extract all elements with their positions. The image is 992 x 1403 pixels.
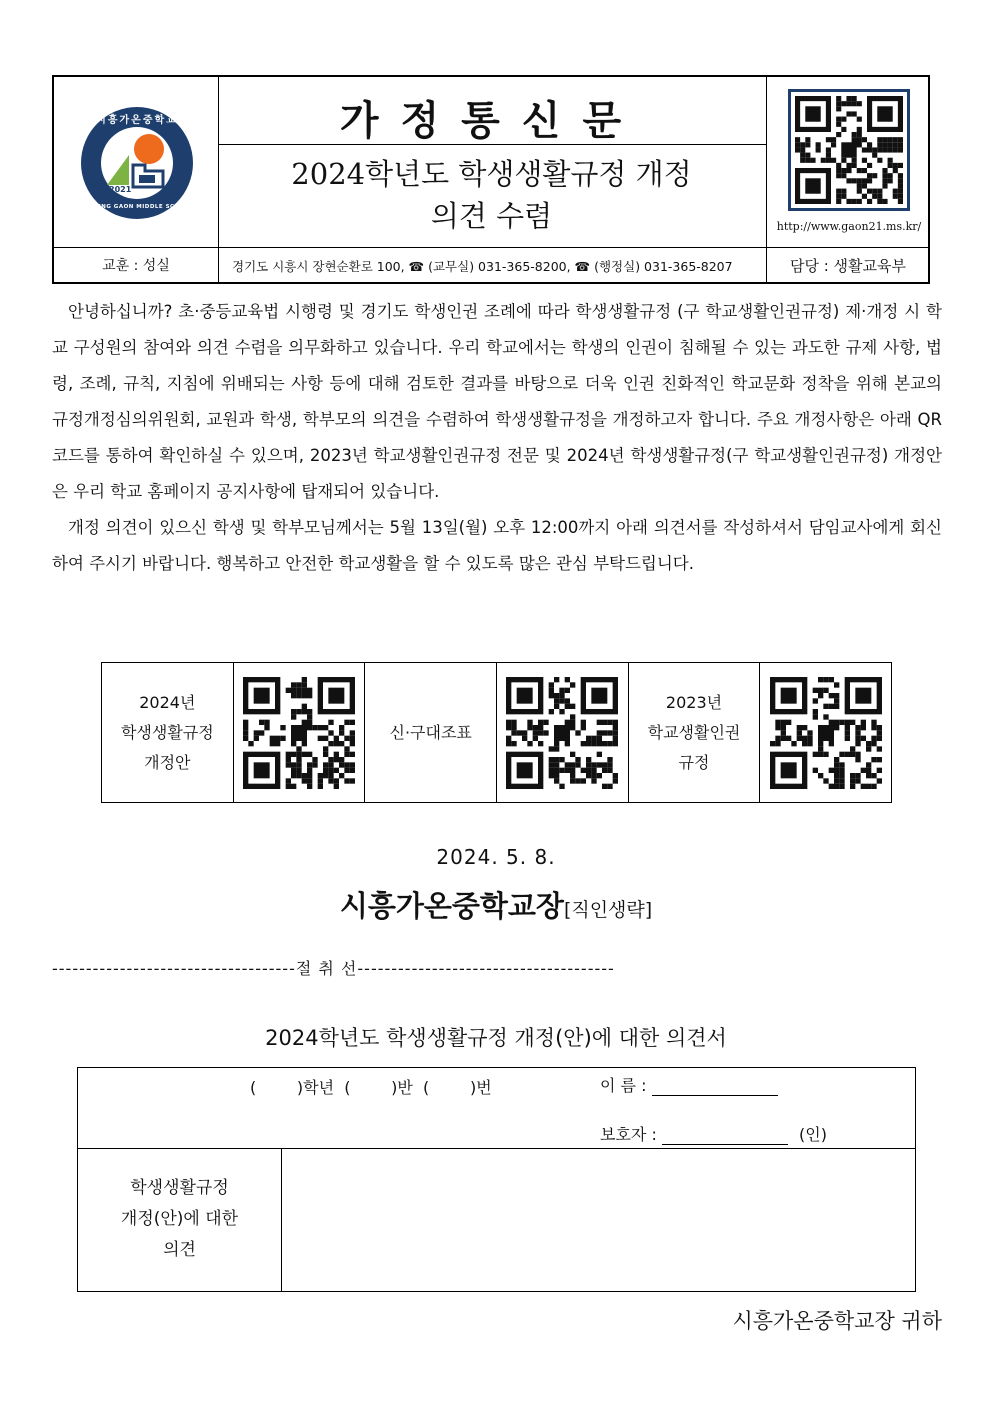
qr-label-line: 규정 — [678, 752, 710, 772]
opinion-writing-area[interactable] — [282, 1148, 915, 1291]
qr-label-line: 개정안 — [144, 752, 191, 772]
seal-note: [직인생략] — [563, 899, 653, 921]
subtitle-line2: 의견 수렴 — [430, 199, 553, 233]
department: 담당 : 생활교육부 — [789, 257, 907, 275]
qr-label-revision — [102, 663, 234, 802]
qr-label-comparison: 신·구대조표 — [365, 663, 497, 802]
qr-code-comparison[interactable] — [497, 663, 629, 802]
opinion-label-line: 학생생활규정 — [130, 1178, 229, 1198]
newsletter-title: 가정통신문 — [339, 97, 644, 144]
student-info-row — [78, 1068, 915, 1149]
qr-label-line: 2024년 — [139, 692, 196, 712]
paragraph-1: 안녕하십니까? 초·중등교육법 시행령 및 경기도 학생인권 조례에 따라 학생생활규정 (구 학교생활인권규정) 제·개정 시 학교 구성원의 참여와 의견 수렴을 의무화하고 있습니다. 우리 학교에서는 학생의 인권이 침해될 수 있는 과도한 규제 사항, 법령, 조례, 규칙, 지침에 위배되는 사항 등에 대해 검토한 결과를 바탕으로 더욱 인권 친화적인 학교문화 정착을 위해 본교의 규정개정심의위원회, 교원과 학생, 학부모의 의견을 수렴하여 학생생활규정을 개정하고자 합니다. 주요 개정사항은 아래 QR코드를 통하여 확인하실 수 있으며, 2023년 학교생활인권규정 전문 및 2024년 학생생활규정(구 학교생활인권규정) 개정안은 우리 학교 홈페이지 공지사항에 탑재되어 있습니다. — [52, 302, 942, 501]
closing-address: 시흥가온중학교장 귀하 — [732, 1309, 942, 1333]
logo-name: 시흥가온중학교 — [96, 115, 178, 126]
qr-label-line: 학생생활규정 — [120, 722, 214, 742]
homepage-qr-code[interactable] — [788, 89, 910, 211]
opinion-label — [78, 1148, 282, 1291]
cut-line — [52, 956, 932, 979]
header-box — [52, 75, 930, 284]
guardian-field[interactable] — [600, 1122, 827, 1145]
opinion-label-line: 개정(안)에 대한 — [120, 1209, 239, 1229]
qr-table — [101, 662, 892, 803]
homepage-url[interactable]: http://www.gaon21.ms.kr/ — [776, 220, 922, 233]
name-field[interactable] — [600, 1073, 778, 1096]
grade-class-number[interactable]: ( )학년 ( )반 ( )번 — [250, 1078, 492, 1097]
body-text — [52, 294, 942, 582]
guardian-label: 보호자 : — [600, 1125, 657, 1144]
qr-code-2023-rules[interactable] — [760, 663, 891, 802]
opinion-label-line: 의견 — [163, 1240, 196, 1260]
qr-label-line: 2023년 — [665, 692, 723, 712]
divider — [54, 247, 930, 248]
seal-mark: (인) — [799, 1125, 827, 1144]
qr-label-2023-rules — [629, 663, 761, 802]
qr-code-revision[interactable] — [234, 663, 366, 802]
logo-year: 2021 — [109, 185, 132, 194]
subtitle-line1: 2024학년도 학생생활규정 개정 — [291, 157, 692, 191]
dash-left: ------------------------------------ — [52, 959, 296, 978]
signer-name: 시흥가온중학교장 — [339, 889, 564, 923]
school-address: 경기도 시흥시 장현순환로 100, ☎ (교무실) 031-365-8200, ☎ (행정실) 031-365-8207 — [232, 259, 733, 274]
qr-label-line: 학교생활인권 — [647, 722, 741, 742]
name-label: 이 름 : — [600, 1076, 647, 1095]
dash-right: -------------------------------------- — [357, 959, 615, 978]
cut-label: 절 취 선 — [295, 959, 358, 978]
principal-signature — [0, 884, 992, 925]
opinion-form — [77, 1067, 916, 1292]
guardian-underline[interactable] — [662, 1126, 788, 1145]
logo-name-en: SIHEUNG GAON MIDDLE SCHOOL — [79, 204, 195, 210]
form-title: 2024학년도 학생생활규정 개정(안)에 대한 의견서 — [265, 1026, 727, 1050]
name-underline[interactable] — [652, 1077, 778, 1096]
paragraph-2: 개정 의견이 있으신 학생 및 학부모님께서는 5월 13일(월) 오후 12:00까지 아래 의견서를 작성하셔서 담임교사에게 회신하여 주시기 바랍니다. 행복하고 안전한 학교생활을 할 수 있도록 많은 관심 부탁드립니다. — [52, 518, 942, 573]
newsletter-subtitle — [219, 153, 764, 237]
school-motto: 교훈 : 성실 — [102, 258, 170, 274]
issue-date: 2024. 5. 8. — [436, 845, 556, 869]
opinion-row — [78, 1148, 915, 1291]
school-logo — [79, 105, 195, 221]
